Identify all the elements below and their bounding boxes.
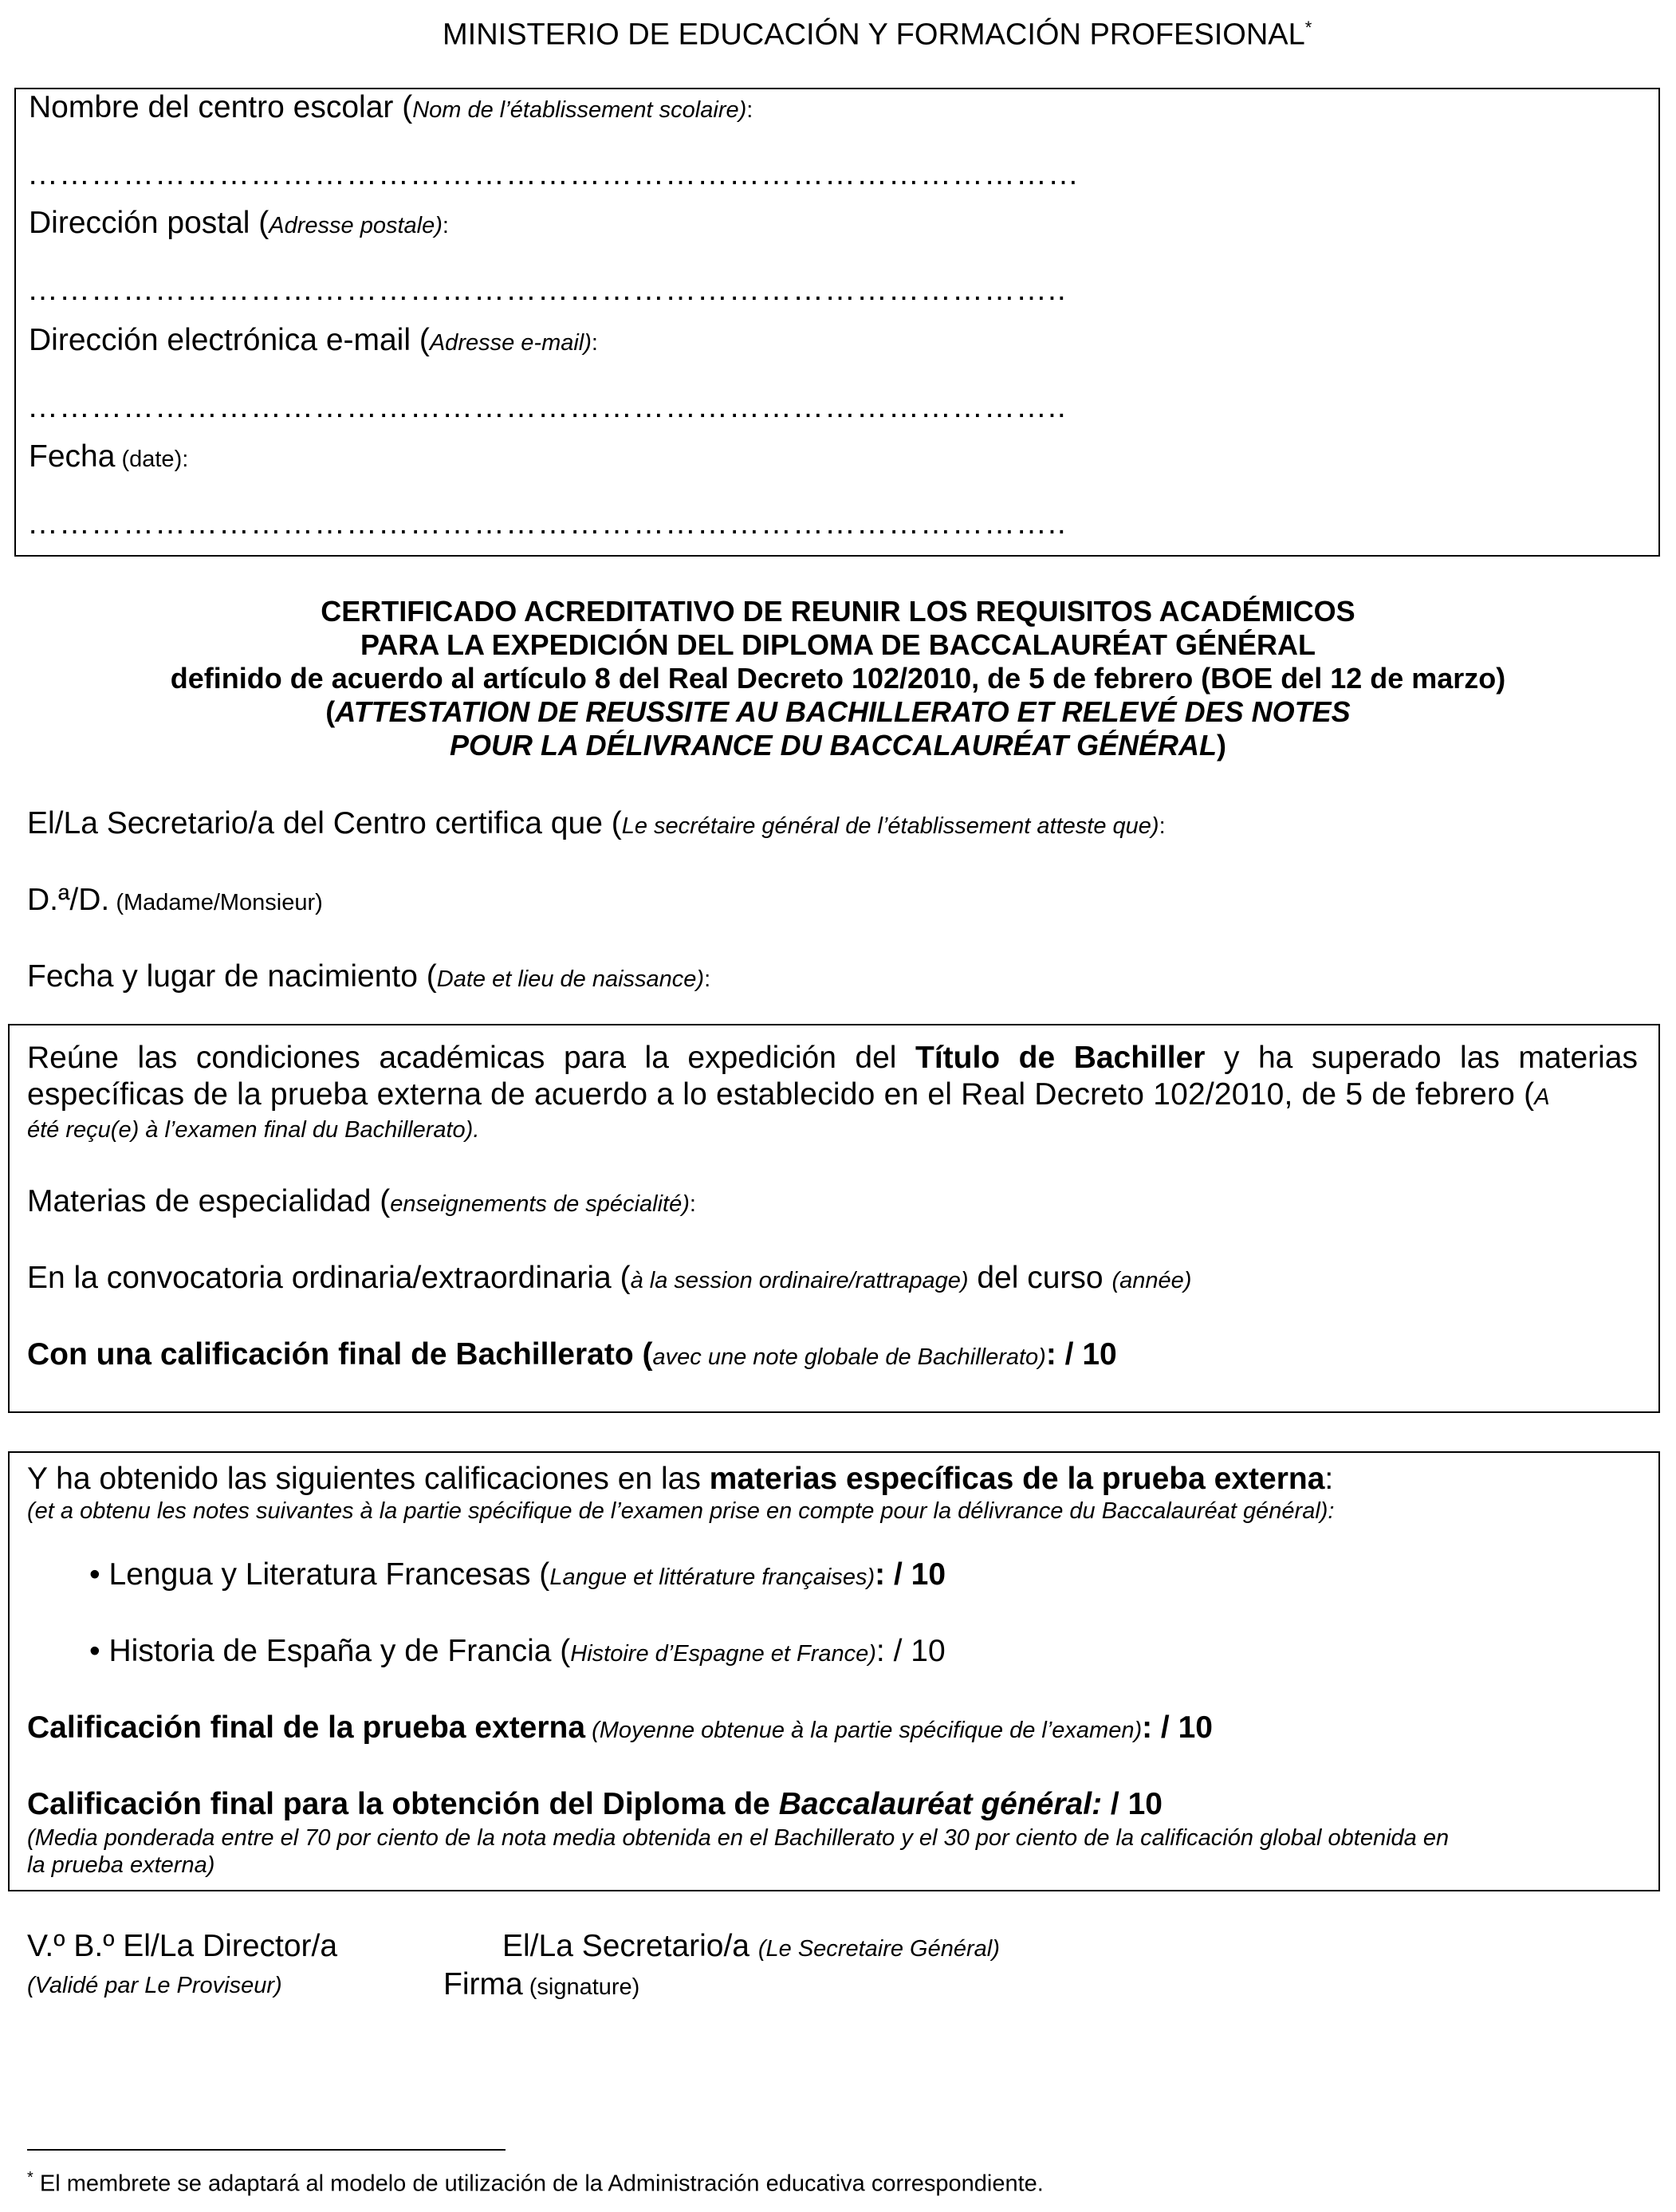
email-field[interactable]: …………………………………………………………………………………….. xyxy=(27,390,1067,424)
footnote: * El membrete se adaptará al modelo de utilización de la Administración educativa correspondiente. xyxy=(27,2169,1044,2197)
person-name-label: D.ª/D. (Madame/Monsieur) xyxy=(27,883,323,917)
conditions-line2: específicas de la prueba externa de acuerdo a lo establecido en el Real Decreto 102/2010, de 5 de febrero (A xyxy=(27,1077,1550,1112)
bullet-icon: • xyxy=(89,1557,100,1592)
footnote-mark: * xyxy=(27,2169,33,2186)
date-field[interactable]: …………………………………………………………………………………….. xyxy=(27,506,1067,541)
external-exam-final-grade: Calificación final de la prueba externa (Moyenne obtenue à la partie spécifique de l’examen): / 10 xyxy=(27,1710,1213,1745)
director-signature-label: V.º B.º El/La Director/a xyxy=(27,1929,338,1963)
bullet-icon: • xyxy=(89,1634,100,1668)
secretary-certifies: El/La Secretario/a del Centro certifica que (Le secrétaire général de l’établissement atteste que): xyxy=(27,806,1166,840)
certificate-title-line2: PARA LA EXPEDICIÓN DEL DIPLOMA DE BACCALAURÉAT GÉNÉRAL xyxy=(360,628,1316,661)
bachillerato-grade-label: Con una calificación final de Bachillerato (avec une note globale de Bachillerato): / 10 xyxy=(27,1337,1117,1372)
school-info-box xyxy=(14,88,1660,557)
ministry-header xyxy=(443,10,1312,53)
subject-history-grade: • Historia de España y de Francia (Histoire d’Espagne et France): / 10 xyxy=(89,1634,946,1668)
weighted-average-note: (Media ponderada entre el 70 por ciento de la nota media obtenida en el Bachillerato y el 30 por ciento de la calificación global obtenida en la prueba externa) xyxy=(27,1825,1450,1878)
subject-french-grade: • Lengua y Literatura Francesas (Langue et littérature françaises): / 10 xyxy=(89,1557,946,1592)
email-label: Dirección electrónica e-mail (Adresse e-mail): xyxy=(29,323,598,357)
director-signature-label-fr: (Validé par Le Proviseur) xyxy=(27,1973,282,1998)
certificate-title-line1: CERTIFICADO ACREDITATIVO DE REUNIR LOS REQUISITOS ACADÉMICOS xyxy=(321,595,1355,628)
date-label: Fecha (date): xyxy=(29,439,189,474)
conditions-box xyxy=(8,1024,1660,1413)
conditions-line3: été reçu(e) à l’examen final du Bachillerato). xyxy=(27,1117,480,1143)
postal-address-label: Dirección postal (Adresse postale): xyxy=(29,206,449,240)
external-exam-intro: Y ha obtenido las siguientes calificaciones en las materias específicas de la prueba externa: xyxy=(27,1462,1334,1496)
certificate-title-line5: POUR LA DÉLIVRANCE DU BACCALAURÉAT GÉNÉRAL) xyxy=(450,729,1226,762)
certificate-title-line3: definido de acuerdo al artículo 8 del Real Decreto 102/2010, de 5 de febrero (BOE del 12 de marzo) xyxy=(170,662,1506,695)
diploma-final-grade: Calificación final para la obtención del Diploma de Baccalauréat général: / 10 xyxy=(27,1787,1163,1821)
ministry-title: MINISTERIO DE EDUCACIÓN Y FORMACIÓN PROFESIONAL xyxy=(443,18,1305,52)
secretary-signature-label: El/La Secretario/a (Le Secretaire Général) xyxy=(502,1929,1000,1963)
specialty-subjects-label: Materias de especialidad (enseignements de spécialité): xyxy=(27,1184,696,1218)
signature-label: Firma (signature) xyxy=(443,1967,640,2001)
birth-date-place-label: Fecha y lugar de nacimiento (Date et lieu de naissance): xyxy=(27,959,711,994)
postal-address-field[interactable]: …………………………………………………………………………………….. xyxy=(27,273,1067,307)
footnote-ref: * xyxy=(1304,18,1312,37)
external-exam-intro-fr: (et a obtenu les notes suivantes à la partie spécifique de l’examen prise en compte pour la délivrance du Baccalauréat général): xyxy=(27,1498,1335,1524)
footnote-divider xyxy=(27,2149,506,2151)
external-exam-box xyxy=(8,1451,1660,1891)
school-name-field[interactable]: ……………………………………………………………………………………… xyxy=(27,157,1080,191)
conditions-line1: Reúne las condiciones académicas para la expedición del Título de Bachiller y ha superado las materias xyxy=(27,1041,1638,1075)
certificate-title-line4: (ATTESTATION DE REUSSITE AU BACHILLERATO ET RELEVÉ DES NOTES xyxy=(325,695,1351,728)
school-name-label: Nombre del centro escolar (Nom de l’établissement scolaire): xyxy=(29,90,753,124)
session-label: En la convocatoria ordinaria/extraordinaria (à la session ordinaire/rattrapage) del curso (année) xyxy=(27,1261,1192,1295)
